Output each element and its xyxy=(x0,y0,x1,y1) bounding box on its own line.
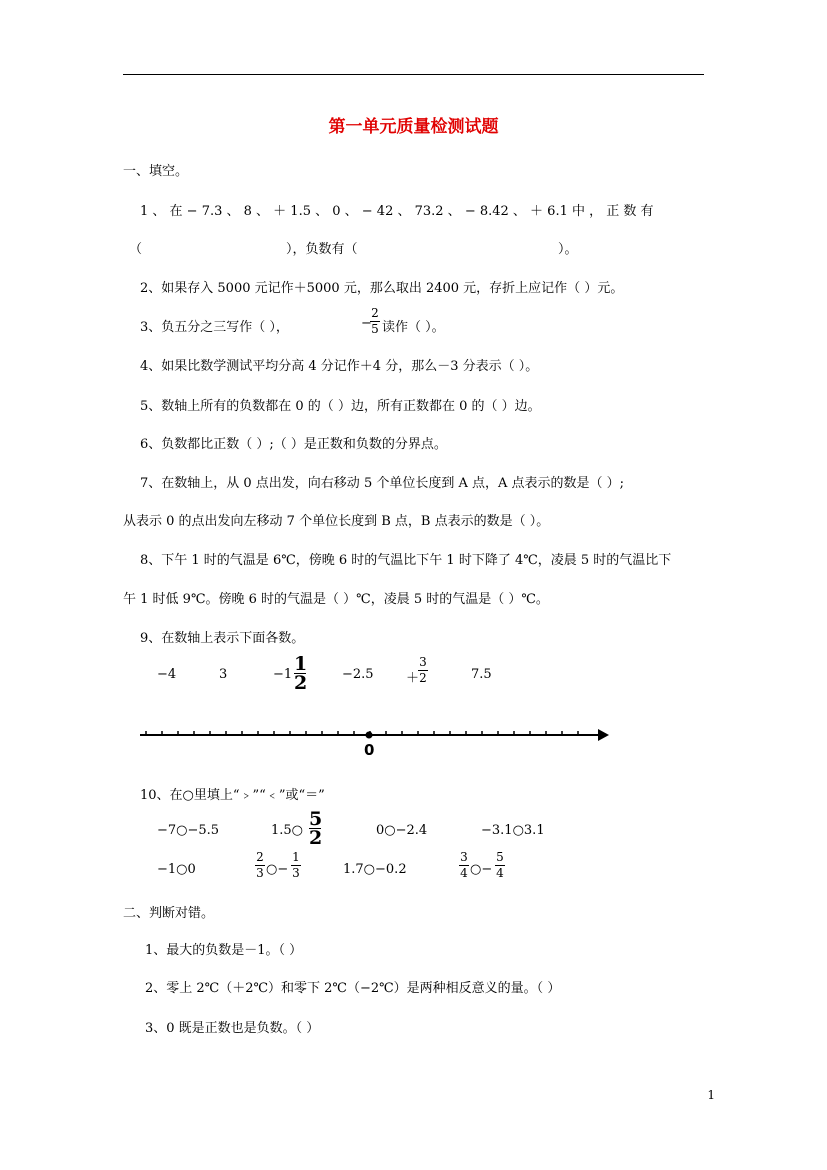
q1-line2-mid: ），负数有（ xyxy=(286,242,358,257)
q9-item-3: 3 xyxy=(219,667,228,682)
number-line-arrow xyxy=(598,729,609,741)
section1-heading: 一、填空。 xyxy=(123,164,189,179)
q9-item-neg2-5: −2.5 xyxy=(342,667,374,682)
q10-row2-b-den2: 3 xyxy=(292,866,300,880)
q9-item-mixed-whole: −1 xyxy=(273,667,293,682)
q10-row2-d-fraction1 xyxy=(459,851,469,880)
q10-row2-b-mid: ○− xyxy=(266,862,289,877)
judge-q1: 1、最大的负数是－1。（ ） xyxy=(145,943,303,958)
q10-row1-a: −7○−5.5 xyxy=(157,823,220,838)
q3-part2: 读作（ ）。 xyxy=(382,320,445,335)
q2: 2、如果存入 5000 元记作＋5000 元，那么取出 2400 元，存折上应记作（ ）元。 xyxy=(140,281,624,296)
q10-row1-b-denominator: 2 xyxy=(309,827,323,849)
q9-item-neg4: −4 xyxy=(157,667,177,682)
q9-fraction-denominator: 2 xyxy=(419,671,427,685)
q10-row2-b-fraction2 xyxy=(291,851,301,880)
q10-row1-c: 0○−2.4 xyxy=(376,823,428,838)
q10-row2-d-num1: 3 xyxy=(460,850,468,864)
q9: 9、在数轴上表示下面各数。 xyxy=(140,631,305,646)
q3-numerator: 2 xyxy=(371,306,379,320)
judge-q3: 3、0 既是正数也是负数。（ ） xyxy=(145,1021,320,1036)
q9-item-7-5: 7.5 xyxy=(471,667,492,682)
q10-row2-d-num2: 5 xyxy=(496,850,504,864)
q9-fraction-numerator: 3 xyxy=(419,655,427,669)
q10-row1-b-fraction xyxy=(309,808,323,849)
q10-row2-d-mid: ○− xyxy=(470,862,493,877)
q10-row2-b-fraction1 xyxy=(255,851,265,880)
q10-row2-d-fraction2 xyxy=(495,851,505,880)
q7-line2: 从表示 0 的点出发向左移动 7 个单位长度到 B 点，B 点表示的数是（ ）。 xyxy=(123,514,550,529)
q9-mixed-numerator: 1 xyxy=(294,653,308,675)
q10-row2-d-den2: 4 xyxy=(496,866,504,880)
q10-row2-d-den1: 4 xyxy=(460,866,468,880)
q10-row2-b-num1: 2 xyxy=(256,850,264,864)
judge-q2: 2、零上 2℃（＋2℃）和零下 2℃（−2℃）是两种相反意义的量。（ ） xyxy=(145,981,561,996)
q10-row2-c: 1.7○−0.2 xyxy=(343,862,407,877)
q1-line2-close: ）。 xyxy=(558,242,578,257)
q5: 5、数轴上所有的负数都在 0 的（ ）边，所有正数都在 0 的（ ）边。 xyxy=(140,399,541,414)
q3-minus: − xyxy=(361,316,372,331)
section2-heading: 二、判断对错。 xyxy=(123,906,215,921)
q3-part1: 3、负五分之三写作（ ）， xyxy=(140,320,289,335)
number-line-origin-dot xyxy=(366,732,373,739)
q10-row2-b-num2: 1 xyxy=(292,850,300,864)
q1-line2-open: （ xyxy=(129,242,143,257)
q7-line1: 7、在数轴上，从 0 点出发，向右移动 5 个单位长度到 A 点，A 点表示的数是（ ）; xyxy=(140,476,625,491)
q10-row2-a: −1○0 xyxy=(157,862,196,877)
page-number: 1 xyxy=(707,1088,715,1102)
q4: 4、如果比数学测试平均分高 4 分记作＋4 分，那么－3 分表示（ ）。 xyxy=(140,359,539,374)
page-title: 第一单元质量检测试题 xyxy=(328,117,499,137)
q8-line2: 午 1 时低 9℃。傍晚 6 时的气温是（ ）℃，凌晨 5 时的气温是（ ）℃。 xyxy=(123,592,549,607)
q10-row1-b-numerator: 5 xyxy=(309,808,323,830)
q8-line1: 8、下午 1 时的气温是 6℃，傍晚 6 时的气温比下午 1 时下降了 4℃，凌晨 5 时的气温比下 xyxy=(140,553,672,568)
q1-line1: 1 、 在 − 7.3 、 8 、 ＋ 1.5 、 0 、 − 42 、 73.2 、 − 8.42 、 ＋ 6.1 中 ， 正 数 有 xyxy=(140,204,654,219)
q9-mixed-denominator: 2 xyxy=(294,672,308,694)
q6: 6、负数都比正数（ ）;（ ）是正数和负数的分界点。 xyxy=(140,437,447,452)
q10: 10、在○里填上“﹥”“﹤”或“＝” xyxy=(140,788,325,803)
q10-row1-d: −3.1○3.1 xyxy=(481,823,545,838)
q10-row1-b: 1.5○ xyxy=(271,823,304,838)
q10-row2-b-den1: 3 xyxy=(256,866,264,880)
q3-denominator: 5 xyxy=(371,322,379,336)
number-line-zero-label: 0 xyxy=(364,741,375,759)
q9-item-plus-sign: ＋ xyxy=(406,671,420,686)
